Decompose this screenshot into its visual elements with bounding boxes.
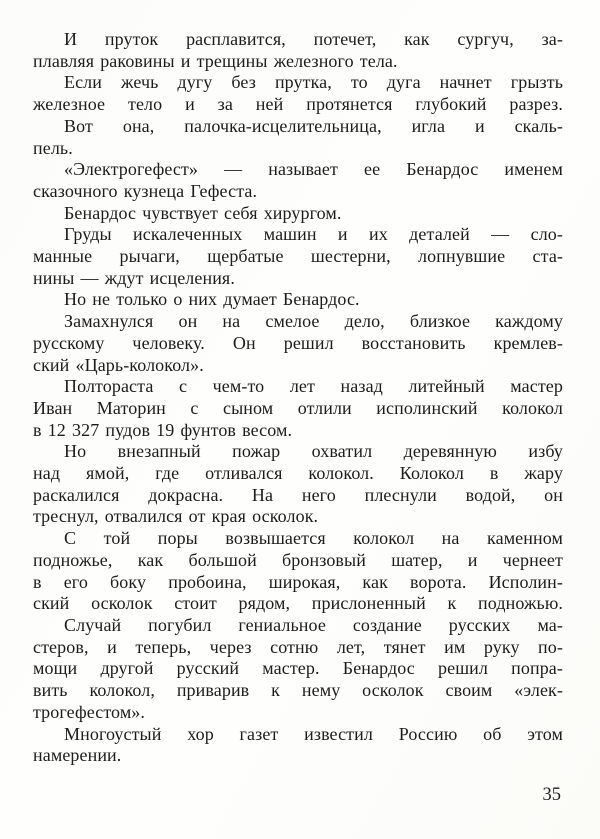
text-line: Случай погубил гениальное создание русских ма- bbox=[64, 614, 563, 635]
text-line: железное тело и за ней протянется глубокий разрез. bbox=[33, 94, 563, 115]
text-line: подножье, как большой бронзовый шатер, и чернеет bbox=[33, 549, 563, 570]
text-line: ский осколок стоит рядом, прислоненный к подножью. bbox=[33, 593, 563, 614]
text-line: над ямой, где отливался колокол. Колокол в жару bbox=[33, 463, 563, 484]
text-line: С той поры возвышается колокол на каменном bbox=[64, 528, 563, 549]
text-line: трогефестом». bbox=[33, 701, 146, 722]
text-line: манные рычаги, щербатые шестерни, лопнувшие ста- bbox=[33, 246, 563, 267]
text-line: раскалился докрасна. На него плеснули водой, он bbox=[33, 484, 563, 505]
text-line: «Электрогефест» — называет ее Бенардос именем bbox=[64, 159, 563, 180]
text-line: Иван Маторин с сыном отлили исполинский колокол bbox=[33, 397, 563, 418]
text-line: Бенардос чувствует себя хирургом. bbox=[64, 202, 342, 223]
text-line: нины — ждут исцеления. bbox=[33, 267, 235, 288]
text-line: Полтораста с чем-то лет назад литейный мастер bbox=[64, 376, 563, 397]
text-line: в его боку пробоина, широкая, как ворота. Исполин- bbox=[33, 571, 563, 592]
text-line: русскому человеку. Он решил восстановить кремлев- bbox=[33, 332, 563, 353]
text-line: Многоустый хор газет известил Россию об этом bbox=[64, 723, 563, 744]
text-line: в 12 327 пудов 19 фунтов весом. bbox=[33, 419, 293, 440]
text-line: плавляя раковины и трещины железного тела. bbox=[33, 50, 398, 71]
text-line: ский «Царь-колокол». bbox=[33, 354, 204, 375]
text-line: Если жечь дугу без прутка, то дуга начнет грызть bbox=[64, 72, 563, 93]
page-number: 35 bbox=[542, 785, 561, 805]
text-line: треснул, отвалился от края осколок. bbox=[33, 506, 319, 527]
text-line: Но не только о них думает Бенардос. bbox=[64, 289, 360, 310]
text-line: Вот она, палочка-исцелительница, игла и скаль- bbox=[64, 115, 563, 136]
text-line: И пруток расплавится, потечет, как сургуч, за- bbox=[64, 29, 563, 49]
text-line: пель. bbox=[33, 137, 73, 158]
text-block bbox=[33, 29, 563, 767]
text-line: сказочного кузнеца Гефеста. bbox=[33, 180, 258, 201]
text-line: Замахнулся он на смелое дело, близкое каждому bbox=[64, 311, 563, 332]
text-line: мощи другой русский мастер. Бенардос решил попра- bbox=[33, 658, 563, 679]
text-line: Но внезапный пожар охватил деревянную избу bbox=[64, 441, 563, 462]
text-line: намерении. bbox=[33, 745, 122, 766]
text-line: Груды искалеченных машин и их деталей — сло- bbox=[64, 224, 563, 245]
text-line: вить колокол, приварив к нему осколок своим «элек- bbox=[33, 680, 563, 701]
text-line: стеров, и теперь, через сотню лет, тянет им руку по- bbox=[33, 636, 563, 657]
